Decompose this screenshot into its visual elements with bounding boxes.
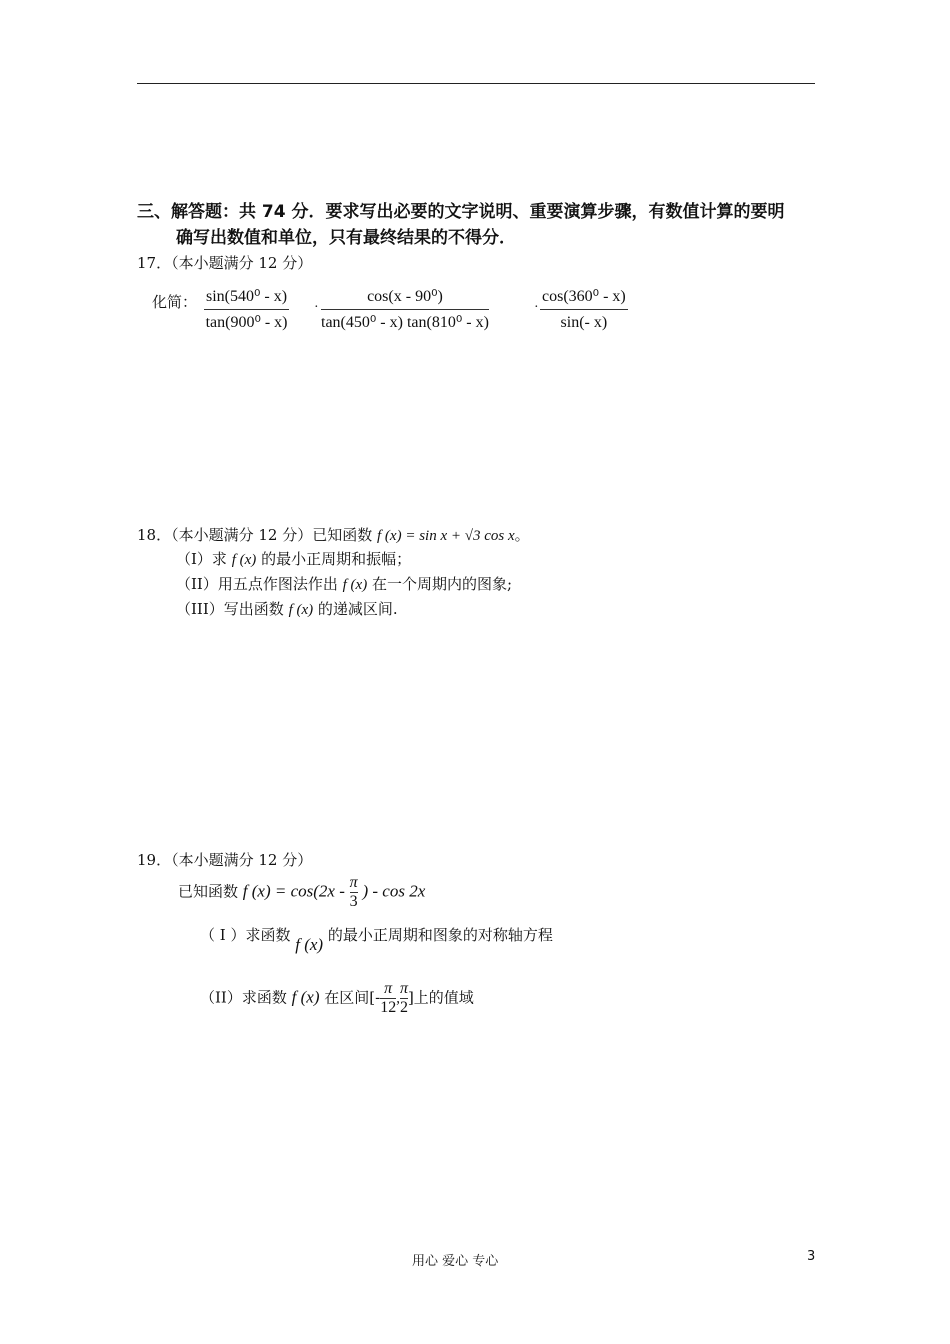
q18-iii-label: （III）写出函数 xyxy=(176,600,284,618)
q17-f3-denominator: sin(- x) xyxy=(560,314,608,331)
q19-func-a: f (x) = cos(2x - xyxy=(242,881,345,901)
q19-pi-over-3 xyxy=(350,874,358,911)
q18-part-ii xyxy=(176,573,512,594)
q17-f3-numerator: cos(360⁰ - x) xyxy=(540,287,628,310)
q17-f2-denominator: tan(450⁰ - x) tan(810⁰ - x) xyxy=(321,314,489,331)
q18-i-fx: f (x) xyxy=(231,552,257,568)
q19-ii-label: （II）求函数 xyxy=(200,988,287,1007)
q19-pi-over-12 xyxy=(380,980,396,1017)
q18-header: 18．（本小题满分 12 分）已知函数 xyxy=(137,526,373,544)
q18-line xyxy=(137,524,530,545)
q19-i-fx: f (x) xyxy=(295,935,324,954)
q19-ii-pi-2: π xyxy=(399,980,408,997)
q19-ii-mid: 在区间[- xyxy=(324,988,381,1007)
q19-part-i xyxy=(200,924,553,954)
q19-ii-two: 2 xyxy=(399,999,408,1016)
q18-iii-text: 的递减区间. xyxy=(317,600,398,618)
section-heading-line2: 确写出数值和单位，只有最终结果的不得分． xyxy=(176,228,516,248)
section-heading-line1: 三、解答题：共 74 分．要求写出必要的文字说明、重要演算步骤，有数值计算的要明 xyxy=(137,202,785,222)
q19-pi-over-2 xyxy=(400,980,408,1017)
q17-dot-1: · xyxy=(314,300,319,315)
q17-dot-2: · xyxy=(534,300,539,315)
q19-given-label: 已知函数 xyxy=(178,882,239,901)
footer-slogan: 用心 爱心 专心 xyxy=(412,1254,499,1269)
q19-part-ii xyxy=(200,980,474,1017)
q19-pi: π xyxy=(349,874,358,891)
q18-part-i xyxy=(176,548,411,569)
q19-ii-fx: f (x) xyxy=(291,987,320,1007)
q19-ii-twelve: 12 xyxy=(380,999,397,1016)
q18-ii-text: 在一个周期内的图象; xyxy=(372,575,513,593)
page-number: 3 xyxy=(807,1249,816,1264)
q18-iii-fx: f (x) xyxy=(288,602,314,618)
q17-fraction-3 xyxy=(540,287,628,333)
q18-end: 。 xyxy=(514,526,530,544)
q18-function: f (x) = sin x + √3 cos x xyxy=(377,528,515,544)
q17-f1-denominator: tan(900⁰ - x) xyxy=(205,314,288,331)
q19-ii-pi-1: π xyxy=(380,980,396,999)
q19-header: 19．（本小题满分 12 分） xyxy=(137,851,313,869)
q18-part-iii xyxy=(176,598,398,619)
q18-i-label: （I）求 xyxy=(176,550,227,568)
q17-header: 17．（本小题满分 12 分） xyxy=(137,254,313,272)
q17-f1-numerator: sin(540⁰ - x) xyxy=(204,287,289,310)
q18-i-text: 的最小正周期和振幅； xyxy=(261,550,412,568)
q19-func-b: ) - cos 2x xyxy=(362,881,426,901)
q19-i-text: 的最小正周期和图象的对称轴方程 xyxy=(327,926,553,944)
q17-fraction-1 xyxy=(204,287,289,333)
q19-ii-comma: , xyxy=(396,990,400,1007)
q18-ii-fx: f (x) xyxy=(342,577,368,593)
q17-fraction-2 xyxy=(321,287,489,333)
q19-three: 3 xyxy=(349,893,358,910)
header-rule xyxy=(137,83,815,84)
q19-i-label: （ I ）求函数 xyxy=(200,926,291,944)
q19-ii-text: ]上的值域 xyxy=(407,988,474,1007)
q17-prefix: 化简： xyxy=(152,293,198,311)
q18-ii-label: （II）用五点作图法作出 xyxy=(176,575,338,593)
q17-f2-numerator: cos(x - 90⁰) xyxy=(321,287,489,310)
q19-given xyxy=(178,874,425,911)
